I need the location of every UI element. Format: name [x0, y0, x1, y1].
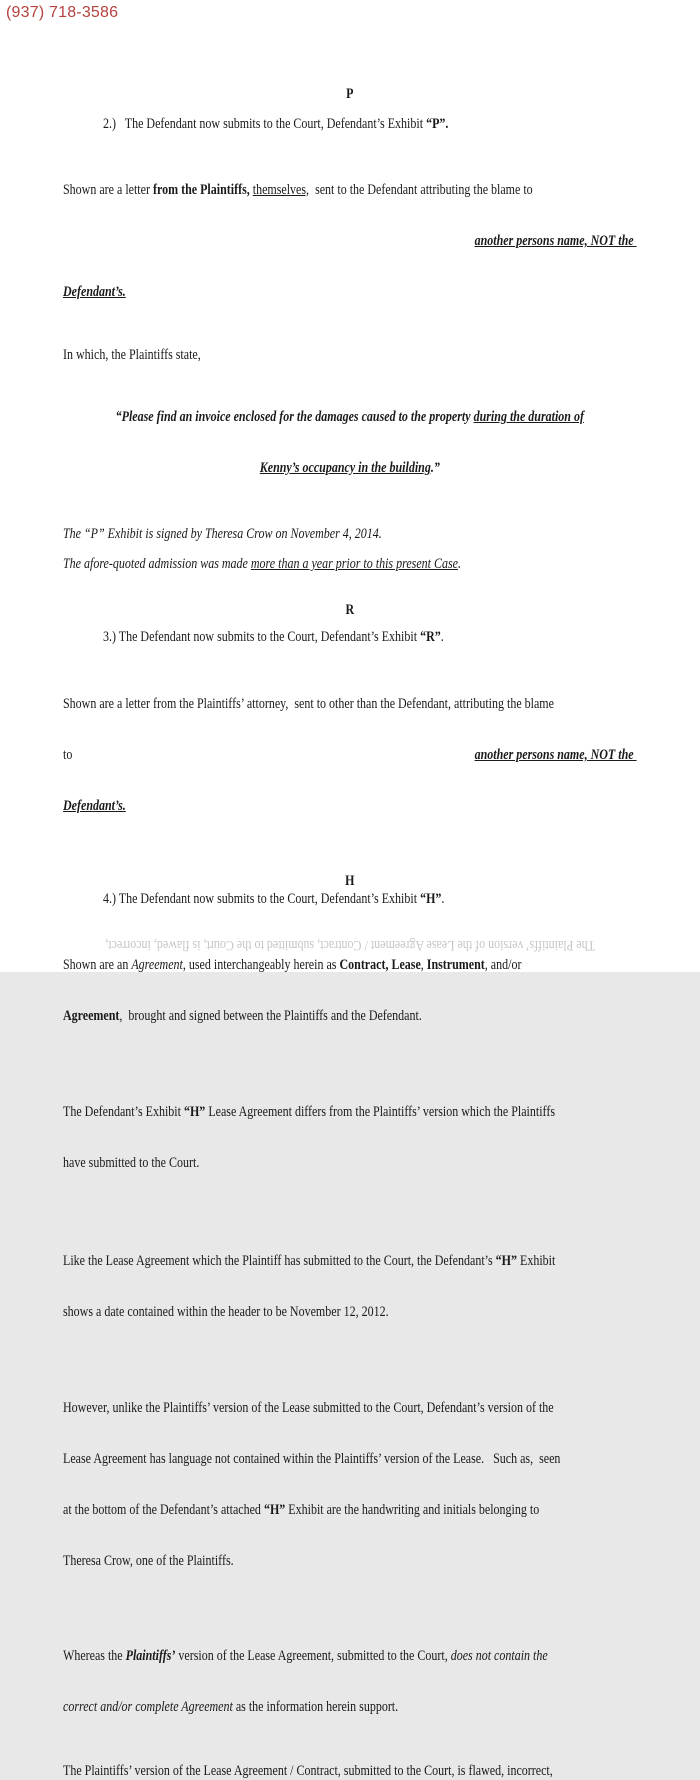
text-line	[63, 409, 637, 426]
paragraph-item-4	[63, 891, 637, 908]
text-run: Shown are a letter	[63, 182, 153, 198]
text-run: Contract, Lease	[339, 957, 421, 973]
text-run: Lease Agreement differs from the Plaintiffs’ version which the Plaintiffs	[205, 1104, 556, 1120]
text-segment	[63, 747, 72, 764]
paragraph-afore-quoted	[63, 556, 637, 573]
text-run: version of the Lease Agreement, submitted to the Court,	[175, 1648, 451, 1664]
text-line	[63, 284, 637, 301]
text-run: Like the Lease Agreement which the Plaintiff has submitted to the Court, the Defendant’s	[63, 1253, 496, 1269]
text-run: , used interchangeably herein as	[182, 957, 340, 973]
text-run: Exhibit	[517, 1253, 556, 1269]
paragraph-differs	[63, 1070, 637, 1206]
paragraph-flawed	[63, 1763, 637, 1780]
paragraph-shown-h	[63, 923, 637, 1059]
paragraph-however	[63, 1366, 637, 1604]
text-line	[63, 957, 637, 974]
text-run: does not contain the	[450, 1648, 548, 1664]
text-run: correct and/or complete Agreement	[63, 1699, 233, 1715]
paragraph-in-which	[63, 347, 637, 364]
text-run: .	[440, 629, 444, 645]
text-segment	[475, 747, 637, 764]
text-run: , brought and signed between the Plaintiffs and the Defendant.	[119, 1008, 422, 1024]
text-line	[63, 798, 637, 815]
text-run: Whereas the	[63, 1648, 126, 1664]
text-run: during the duration of	[473, 409, 584, 425]
text-run: 2.) The Defendant now submits to the Court, Defendant’s Exhibit	[103, 116, 427, 132]
text-run: Theresa Crow, one of the Plaintiffs.	[63, 1553, 234, 1569]
text-line	[63, 1155, 637, 1172]
text-run: have submitted to the Court.	[63, 1155, 200, 1171]
text-run: The Defendant’s Exhibit	[63, 1104, 184, 1120]
text-run: “R”	[420, 629, 441, 645]
document-body	[63, 0, 637, 1780]
paragraph-item-2	[63, 116, 637, 133]
text-line	[63, 1400, 637, 1417]
text-run: shows a date contained within the header to be November 12, 2012.	[63, 1304, 389, 1320]
text-run: Agreement	[131, 957, 183, 973]
text-run: Shown are a letter from the Plaintiffs’ attorney, sent to other than the Defendant, attributing the blame	[63, 696, 554, 712]
text-line	[63, 1699, 637, 1716]
text-line	[63, 1008, 637, 1025]
text-run: The afore-quoted admission was made	[63, 556, 251, 572]
text-run: “P”.	[426, 116, 449, 132]
text-run: Exhibit are the handwriting and initials belonging to	[285, 1502, 540, 1518]
text-line	[63, 1104, 637, 1121]
text-line	[63, 1553, 637, 1570]
text-run: as the information herein support.	[232, 1699, 399, 1715]
section-heading-r: R	[345, 602, 355, 618]
text-run: Defendant’s.	[63, 284, 126, 300]
text-line	[63, 747, 637, 764]
text-line	[63, 1253, 637, 1270]
paragraph-quote	[63, 375, 637, 511]
text-line	[63, 696, 637, 713]
text-run: Shown are an	[63, 957, 132, 973]
text-run: 4.) The Defendant now submits to the Court, Defendant’s Exhibit	[103, 891, 421, 907]
paragraph-whereas	[63, 1614, 637, 1750]
paragraph-signed	[63, 526, 637, 543]
text-run: “H”	[263, 1502, 286, 1518]
text-run: Plaintiffs’	[125, 1648, 176, 1664]
text-run: “H”	[183, 1104, 206, 1120]
text-run: In which, the Plaintiffs state,	[63, 347, 201, 363]
text-run: 3.) The Defendant now submits to the Court, Defendant’s Exhibit	[103, 629, 421, 645]
text-line	[63, 1304, 637, 1321]
text-run: The “P” Exhibit is signed by Theresa Crow on November 4, 2014.	[63, 526, 382, 542]
section-heading-p: P	[346, 86, 354, 102]
text-run: .	[441, 891, 445, 907]
text-run: to	[63, 747, 73, 763]
text-run: The Plaintiffs’ version of the Lease Agreement / Contract, submitted to the Court, is flawed, incorrect,	[63, 1763, 553, 1779]
bleedthrough-text: The Plaintiffs’ version of the Lease Agreement / Contract, submitted to the Court, is flawed, incorrect,	[105, 937, 595, 953]
paragraph-item-3	[63, 629, 637, 646]
text-run: “H”	[420, 891, 442, 907]
text-line	[63, 182, 637, 199]
paragraph-shown-r	[63, 662, 637, 849]
text-run: Agreement	[63, 1008, 120, 1024]
text-run: However, unlike the Plaintiffs’ version of the Lease submitted to the Court, Defendant’s version of the	[63, 1400, 554, 1416]
text-run: “H”	[495, 1253, 518, 1269]
paragraph-shown-p	[63, 148, 637, 335]
text-run: .	[457, 556, 461, 572]
text-line	[63, 460, 637, 477]
text-line	[63, 1648, 637, 1665]
text-run: another persons name, NOT the	[474, 233, 637, 249]
paragraph-like-lease	[63, 1219, 637, 1355]
text-run: themselves,	[252, 182, 310, 198]
text-run: more than a year prior to this present Case	[250, 556, 458, 572]
phone-number: (937) 718-3586	[6, 4, 119, 21]
section-heading-h: H	[345, 873, 355, 889]
text-run: “Please find an invoice enclosed for the damages caused to the property	[115, 409, 474, 425]
text-run: ,	[420, 957, 427, 973]
text-run: from the Plaintiffs,	[152, 182, 250, 198]
text-run: another persons name, NOT the	[474, 747, 637, 763]
text-run: .”	[430, 460, 440, 476]
text-run: sent to the Defendant attributing the blame to	[309, 182, 533, 198]
text-run: at the bottom of the Defendant’s attached	[63, 1502, 264, 1518]
text-line	[63, 1451, 637, 1468]
text-run: Instrument	[426, 957, 485, 973]
text-run: , and/or	[484, 957, 522, 973]
text-line	[63, 1502, 637, 1519]
text-run: Defendant’s.	[63, 798, 126, 814]
text-run: Lease Agreement has language not contained within the Plaintiffs’ version of the Lease. Such as, seen	[63, 1451, 561, 1467]
text-run: Kenny’s occupancy in the building	[259, 460, 431, 476]
text-line	[63, 233, 637, 250]
